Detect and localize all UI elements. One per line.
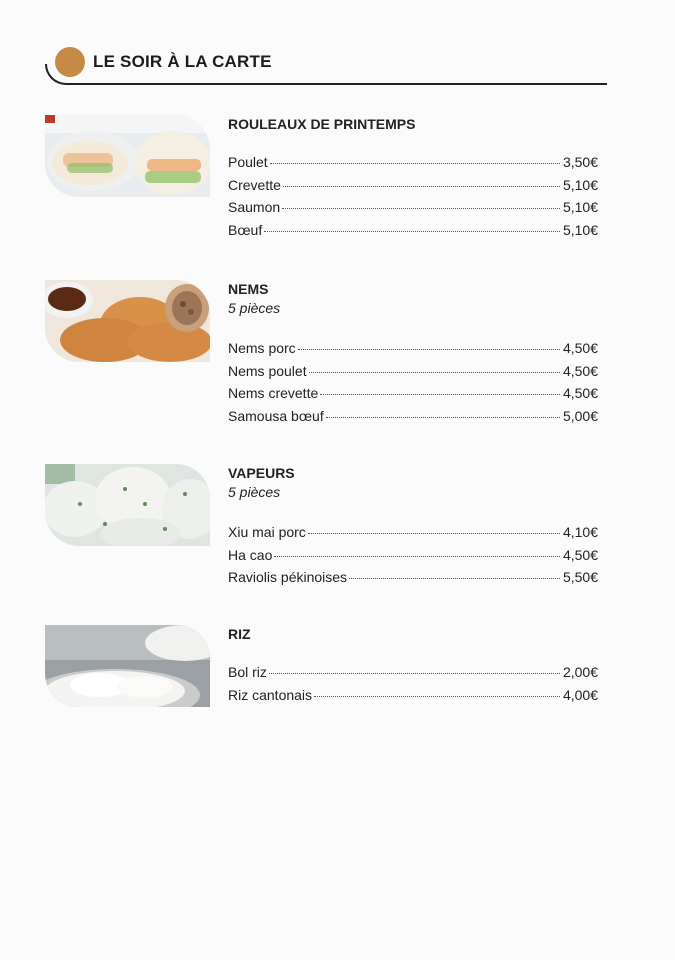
item-name: Poulet: [228, 154, 268, 170]
list-item: [228, 337, 598, 360]
section-title: NEMS: [228, 281, 269, 297]
section-subtitle: 5 pièces: [228, 300, 281, 316]
item-price: 5,10€: [562, 199, 598, 216]
item-list: [228, 151, 598, 241]
section-subtitle: 5 pièces: [228, 484, 281, 500]
section-title: VAPEURS: [228, 465, 295, 481]
item-price: 5,10€: [562, 176, 598, 193]
spring-rolls-photo: [45, 115, 210, 197]
dumplings-photo: [45, 464, 210, 546]
item-price: 5,10€: [562, 221, 598, 238]
item-price: 4,10€: [562, 524, 598, 540]
nems-photo: [45, 280, 210, 362]
item-price: 4,50€: [562, 546, 598, 563]
leader-dots: [264, 231, 560, 232]
section-title: RIZ: [228, 626, 251, 642]
list-item: [228, 196, 598, 219]
leader-dots: [274, 556, 560, 557]
list-item: [228, 405, 598, 428]
list-item: [228, 684, 598, 707]
leader-dots: [309, 372, 560, 373]
item-price: 2,00€: [562, 664, 598, 680]
rice-photo: [45, 625, 210, 707]
section-title: ROULEAUX DE PRINTEMPS: [228, 116, 416, 132]
list-item: [228, 544, 598, 567]
list-item: [228, 382, 598, 405]
list-item: [228, 174, 598, 197]
item-name: Riz cantonais: [228, 686, 313, 703]
item-price: 4,50€: [562, 385, 598, 402]
item-list: [228, 337, 598, 427]
item-name: Nems porc: [228, 340, 296, 356]
item-name: Ha cao: [228, 546, 273, 563]
item-name: Saumon: [228, 199, 281, 216]
item-name: Nems crevette: [228, 385, 319, 402]
leader-dots: [283, 186, 560, 187]
leader-dots: [326, 417, 560, 418]
list-item: [228, 360, 598, 383]
list-item: [228, 521, 598, 544]
leader-dots: [270, 163, 560, 164]
item-name: Bol riz: [228, 664, 267, 680]
item-price: 5,50€: [562, 569, 598, 586]
item-name: Raviolis pékinoises: [228, 569, 348, 586]
header-dot-icon: [55, 47, 85, 77]
item-price: 3,50€: [562, 154, 598, 170]
page-title: LE SOIR À LA CARTE: [93, 52, 272, 71]
item-list: [228, 521, 598, 589]
leader-dots: [349, 578, 560, 579]
item-name: Xiu mai porc: [228, 524, 306, 540]
leader-dots: [282, 208, 560, 209]
item-name: Samousa bœuf: [228, 407, 324, 424]
list-item: [228, 661, 598, 684]
leader-dots: [298, 349, 560, 350]
leader-dots: [320, 394, 560, 395]
page-header: [45, 44, 608, 86]
item-price: 4,50€: [562, 340, 598, 356]
item-price: 5,00€: [562, 407, 598, 424]
list-item: [228, 219, 598, 242]
leader-dots: [314, 696, 560, 697]
leader-dots: [308, 533, 560, 534]
item-name: Bœuf: [228, 221, 263, 238]
list-item: [228, 151, 598, 174]
item-list: [228, 661, 598, 706]
item-name: Nems poulet: [228, 362, 307, 379]
item-price: 4,00€: [562, 686, 598, 703]
item-name: Crevette: [228, 176, 281, 193]
item-price: 4,50€: [562, 362, 598, 379]
list-item: [228, 566, 598, 589]
leader-dots: [269, 673, 560, 674]
